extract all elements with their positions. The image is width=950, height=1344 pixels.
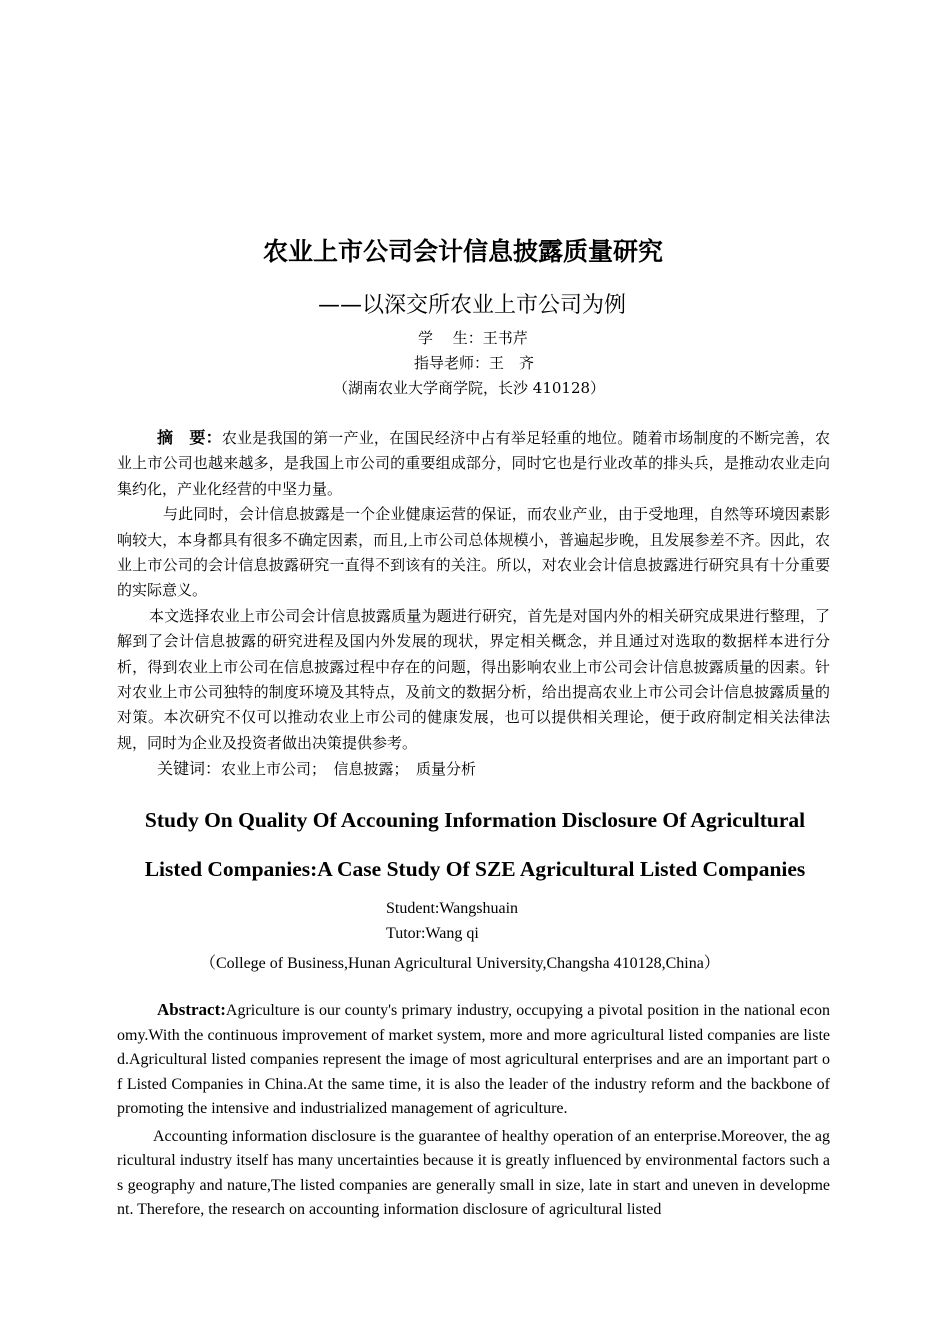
abstract-cn-p2: 与此同时，会计信息披露是一个企业健康运营的保证，而农业产业，由于受地理，自然等环境因素影响较大，本身都具有很多不确定因素，而且,上市公司总体规模小，普遍起步晚，且发展参差不齐。因此，农业上市公司的会计信息披露研究一直得不到该有的关注。所以，对农业会计信息披露进行研究具有十分重要的实际意义。 — [117, 505, 830, 600]
student-en: Student:Wangshuain — [386, 900, 519, 917]
abstract-cn-p1 — [117, 425, 830, 502]
tutor-cn: 指导老师：王 齐 — [414, 354, 535, 372]
title-en-line1: Study On Quality Of Accouning Information Disclosure Of Agricultural — [144, 808, 806, 832]
keywords-cn-label: 关键词： — [157, 759, 222, 779]
student-cn: 学 生：王书芹 — [418, 329, 528, 347]
abstract-en-p1-text: Agriculture is our county's primary industry, occupying a pivotal position in the national economy.With the continuous improvement of market system, more and more agricultural listed companies are listed.Agricultural listed companies represent the image of most agricultural enterprises and are an important part of Listed Companies in China.At the same time, it is also the leader of the industry reform and the backbone of promoting the intensive and industrialized management of agriculture. — [117, 1002, 830, 1117]
abstract-cn-p3: 本文选择农业上市公司会计信息披露质量为题进行研究，首先是对国内外的相关研究成果进行整理，了解到了会计信息披露的研究进程及国内外发展的现状，界定相关概念，并且通过对选取的数据样本进行分析，得到农业上市公司在信息披露过程中存在的问题，得出影响农业上市公司会计信息披露质量的因素。针对农业上市公司独特的制度环境及其特点，及前文的数据分析，给出提高农业上市公司会计信息披露质量的对策。本次研究不仅可以推动农业上市公司的健康发展，也可以提供相关理论，便于政府制定相关法律法规，同时为企业及投资者做出决策提供参考。 — [117, 606, 830, 752]
tutor-en: Tutor:Wang qi — [386, 925, 479, 942]
abstract-cn — [117, 425, 830, 783]
abstract-en-p1 — [117, 998, 830, 1122]
abstract-cn-label: 摘 要： — [157, 428, 222, 447]
affiliation-en: （College of Business,Hunan Agricultural University,Changsha 410128,China） — [200, 955, 720, 972]
title-en-line2: Listed Companies:A Case Study Of SZE Agricultural Listed Companies — [144, 857, 806, 881]
keywords-cn-value: 农业上市公司； 信息披露； 质量分析 — [221, 760, 477, 779]
abstract-cn-p1-text: 农业是我国的第一产业，在国民经济中占有举足轻重的地位。随着市场制度的不断完善，农业上市公司也越来越多，是我国上市公司的重要组成部分，同时它也是行业改革的排头兵，是推动农业走向集约化，产业化经营的中坚力量。 — [117, 429, 830, 498]
abstract-en — [117, 998, 830, 1223]
affiliation-cn: （湖南农业大学商学院，长沙 410128） — [333, 379, 606, 397]
title-cn: 农业上市公司会计信息披露质量研究 — [262, 237, 663, 266]
abstract-en-p2: Accounting information disclosure is the guarantee of healthy operation of an enterprise.Moreover, the agricultural industry itself has many uncertainties because it is greatly influenced by environmental factors such as geography and nature,The listed companies are generally small in size, late in start and uneven in development. Therefore, the research on accounting information disclosure of agricultural listed — [117, 1127, 830, 1218]
keywords-cn — [117, 756, 830, 782]
subtitle-cn: ——以深交所农业上市公司为例 — [318, 293, 627, 318]
abstract-en-label: Abstract: — [157, 1000, 226, 1019]
